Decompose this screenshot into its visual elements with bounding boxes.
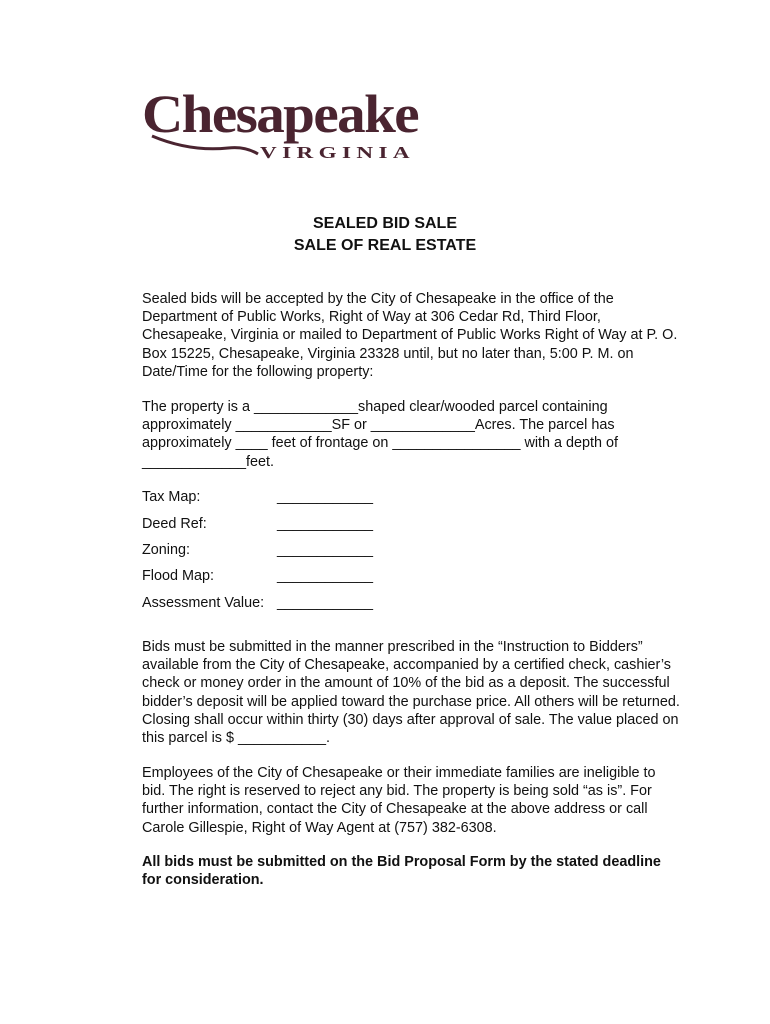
- flood-map-blank: ____________: [277, 568, 374, 584]
- title-line-1: SEALED BID SALE: [312, 215, 457, 232]
- assessment-value-blank: ____________: [277, 595, 374, 611]
- document-title: [0, 213, 770, 257]
- zoning-field: [142, 541, 442, 559]
- logo-wordmark: Chesapeake: [142, 84, 419, 144]
- assessment-value-label: Assessment Value:: [142, 595, 265, 611]
- tax-map-blank: ____________: [277, 489, 374, 505]
- deed-ref-field: [142, 515, 442, 533]
- bids-paragraph: Bids must be submitted in the manner prescribed in the “Instruction to Bidders” available from the City of Chesapeake, accompanied by a certified check, cashier’s check or money order in the amount of 10% of the bid as a deposit. The successful bidder’s deposit will be applied toward the purchase price. All others will be returned. Closing shall occur within thirty (30) days after approval of sale. The value placed on this parcel is $ ___________.: [142, 639, 680, 747]
- flood-map-label: Flood Map:: [142, 568, 214, 584]
- logo-state: VIRGINIA: [260, 143, 415, 162]
- deed-ref-blank: ____________: [277, 516, 374, 532]
- assessment-value-field: [142, 594, 442, 612]
- zoning-blank: ____________: [277, 542, 374, 558]
- intro-paragraph: Sealed bids will be accepted by the City of Chesapeake in the office of the Department of Public Works, Right of Way at 306 Cedar Rd, Third Floor, Chesapeake, Virginia or mailed to Department of Public Works Right of Way at P. O. Box 15225, Chesapeake, Virginia 23328 until, but no later than, 5:00 P. M. on Date/Time for the following property:: [142, 291, 678, 380]
- deed-ref-label: Deed Ref:: [142, 516, 207, 532]
- property-paragraph: The property is a _____________shaped clear/wooded parcel containing approximately ____________SF or _____________Acres. The parcel has approximately ____ feet of frontage on ________________ with a depth of _____________feet.: [142, 399, 619, 470]
- title-line-2: SALE OF REAL ESTATE: [293, 237, 477, 254]
- chesapeake-logo: [140, 80, 430, 170]
- flood-map-field: [142, 567, 442, 585]
- deadline-notice: All bids must be submitted on the Bid Proposal Form by the stated deadline for consideration.: [142, 854, 661, 889]
- tax-map-label: Tax Map:: [142, 489, 201, 505]
- zoning-label: Zoning:: [142, 542, 190, 558]
- employees-paragraph: Employees of the City of Chesapeake or their immediate families are ineligible to bid. The right is reserved to reject any bid. The property is being sold “as is”. For further information, contact the City of Chesapeake at the above address or call Carole Gillespie, Right of Way Agent at (757) 382-6308.: [142, 765, 656, 836]
- tax-map-field: [142, 488, 442, 506]
